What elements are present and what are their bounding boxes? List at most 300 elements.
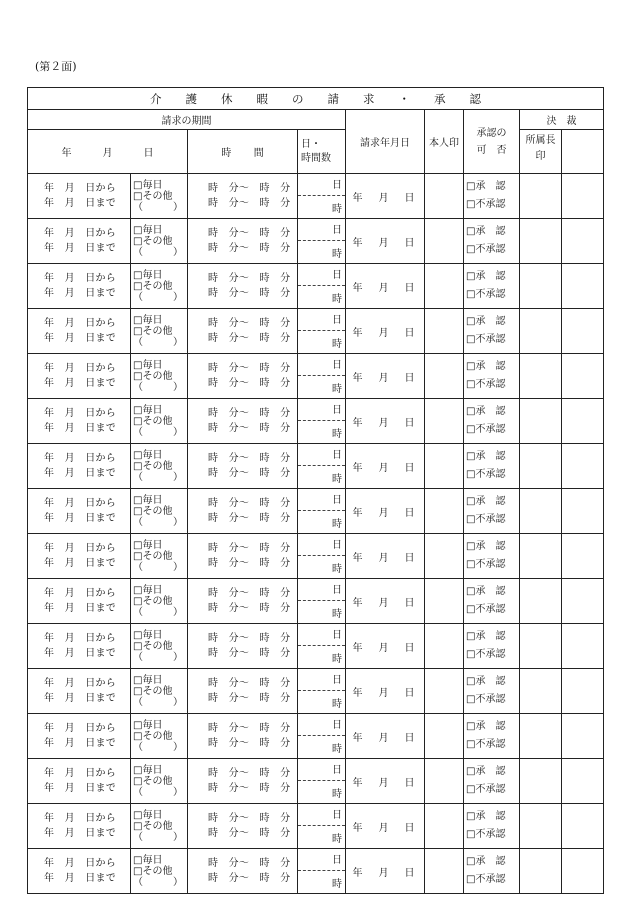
- daily-checkbox[interactable]: □毎日: [133, 179, 163, 191]
- chief-seal-cell[interactable]: [520, 624, 562, 669]
- disapprove-checkbox[interactable]: □不承認: [466, 289, 506, 300]
- time-range-cell[interactable]: [188, 399, 298, 444]
- approval-cell: [464, 309, 520, 354]
- other-checkbox[interactable]: □その他: [133, 640, 173, 652]
- days-hours-line1: 日・: [301, 138, 321, 150]
- chief-seal-cell[interactable]: [520, 534, 562, 579]
- time-range-cell[interactable]: [188, 804, 298, 849]
- other-checkbox[interactable]: □その他: [133, 730, 173, 742]
- hours-unit: 時: [332, 248, 342, 260]
- date-range-cell[interactable]: [28, 264, 131, 309]
- table-row: [28, 309, 604, 354]
- month-label: 月: [102, 148, 113, 159]
- date-from: 年 月 日から: [44, 363, 117, 374]
- date-to: 年 月 日まで: [44, 693, 117, 704]
- approve-checkbox[interactable]: □承 認: [466, 271, 506, 282]
- date-from: 年 月 日から: [44, 273, 117, 284]
- daily-checkbox[interactable]: □毎日: [133, 269, 163, 281]
- approval-header-line2: 可 否: [476, 144, 507, 156]
- disapprove-checkbox[interactable]: □不承認: [466, 604, 506, 615]
- days-unit: 日: [298, 400, 345, 421]
- other-detail[interactable]: （ ）: [133, 381, 183, 393]
- disapprove-checkbox[interactable]: □不承認: [466, 559, 506, 570]
- time-range-cell[interactable]: [188, 354, 298, 399]
- daily-checkbox[interactable]: □毎日: [133, 404, 163, 416]
- table-row: [28, 399, 604, 444]
- decision-blank-cell[interactable]: [562, 579, 604, 624]
- request-date-cell[interactable]: 年 月 日: [346, 219, 425, 264]
- time-from-to: 時 分～ 時 分: [208, 453, 291, 464]
- title-char: 休: [221, 91, 233, 106]
- days-hours-cell[interactable]: [298, 354, 346, 399]
- date-range-cell[interactable]: [28, 579, 131, 624]
- approval-cell: [464, 489, 520, 534]
- request-date-cell[interactable]: 年 月 日: [346, 534, 425, 579]
- approval-cell: [464, 804, 520, 849]
- date-to: 年 月 日まで: [44, 783, 117, 794]
- chief-seal-cell[interactable]: [520, 714, 562, 759]
- date-from: 年 月 日から: [44, 813, 117, 824]
- disapprove-checkbox[interactable]: □不承認: [466, 694, 506, 705]
- approval-cell: [464, 264, 520, 309]
- disapprove-checkbox[interactable]: □不承認: [466, 739, 506, 750]
- time-from-to: 時 分～ 時 分: [208, 858, 291, 869]
- other-detail[interactable]: （ ）: [133, 516, 183, 528]
- other-checkbox[interactable]: □その他: [133, 505, 173, 517]
- days-hours-cell[interactable]: [298, 534, 346, 579]
- date-to: 年 月 日まで: [44, 873, 117, 884]
- other-detail[interactable]: （ ）: [133, 606, 183, 618]
- chief-seal-cell[interactable]: [520, 579, 562, 624]
- daily-checkbox[interactable]: □毎日: [133, 629, 163, 641]
- days-unit: 日: [298, 535, 345, 556]
- seal-cell[interactable]: [425, 444, 464, 489]
- other-detail[interactable]: （ ）: [133, 336, 183, 348]
- time-from-to: 時 分～ 時 分: [208, 678, 291, 689]
- time-range-cell[interactable]: [188, 714, 298, 759]
- daily-checkbox[interactable]: □毎日: [133, 539, 163, 551]
- disapprove-checkbox[interactable]: □不承認: [466, 649, 506, 660]
- date-range-cell[interactable]: [28, 534, 131, 579]
- other-detail[interactable]: （ ）: [133, 831, 183, 843]
- daily-checkbox[interactable]: □毎日: [133, 809, 163, 821]
- approve-checkbox[interactable]: □承 認: [466, 856, 506, 867]
- frequency-cell: [131, 174, 188, 219]
- decision-blank-cell[interactable]: [562, 669, 604, 714]
- days-hours-cell[interactable]: [298, 174, 346, 219]
- chief-seal-cell[interactable]: [520, 309, 562, 354]
- frequency-cell: [131, 849, 188, 894]
- date-range-cell[interactable]: [28, 444, 131, 489]
- seal-cell[interactable]: [425, 174, 464, 219]
- chief-seal-cell[interactable]: [520, 444, 562, 489]
- frequency-cell: [131, 309, 188, 354]
- days-hours-cell[interactable]: [298, 579, 346, 624]
- time-from-to: 時 分～ 時 分: [208, 288, 291, 299]
- time-from-to: 時 分～ 時 分: [208, 468, 291, 479]
- time-range-cell[interactable]: [188, 219, 298, 264]
- decision-blank-cell[interactable]: [562, 264, 604, 309]
- hours-unit: 時: [332, 428, 342, 440]
- approval-cell: [464, 174, 520, 219]
- seal-cell[interactable]: [425, 219, 464, 264]
- day-label: 日: [143, 148, 154, 159]
- date-range-cell[interactable]: [28, 849, 131, 894]
- days-hours-cell[interactable]: [298, 669, 346, 714]
- decision-blank-cell[interactable]: [562, 354, 604, 399]
- seal-cell[interactable]: [425, 849, 464, 894]
- date-range-cell[interactable]: [28, 219, 131, 264]
- date-range-cell[interactable]: [28, 669, 131, 714]
- days-hours-header: [298, 130, 346, 174]
- time-range-cell[interactable]: [188, 309, 298, 354]
- time-range-cell[interactable]: [188, 849, 298, 894]
- frequency-cell: [131, 399, 188, 444]
- other-detail[interactable]: （ ）: [133, 426, 183, 438]
- seal-cell[interactable]: [425, 264, 464, 309]
- approve-checkbox[interactable]: □承 認: [466, 361, 506, 372]
- daily-checkbox[interactable]: □毎日: [133, 584, 163, 596]
- daily-checkbox[interactable]: □毎日: [133, 854, 163, 866]
- disapprove-checkbox[interactable]: □不承認: [466, 199, 506, 210]
- title-char: 暇: [256, 91, 269, 106]
- chief-seal-cell[interactable]: [520, 489, 562, 534]
- seal-cell[interactable]: [425, 669, 464, 714]
- chief-seal-cell[interactable]: [520, 669, 562, 714]
- approve-checkbox[interactable]: □承 認: [466, 676, 506, 687]
- approval-cell: [464, 624, 520, 669]
- time-range-cell[interactable]: [188, 264, 298, 309]
- time-from-to: 時 分～ 時 分: [208, 228, 291, 239]
- time-from-to: 時 分～ 時 分: [208, 633, 291, 644]
- period-header: 請求の期間: [28, 110, 346, 130]
- date-from: 年 月 日から: [44, 183, 117, 194]
- decision-blank-cell[interactable]: [562, 849, 604, 894]
- time-from-to: 時 分～ 時 分: [208, 333, 291, 344]
- approve-checkbox[interactable]: □承 認: [466, 496, 506, 507]
- other-checkbox[interactable]: □その他: [133, 685, 173, 697]
- time-from-to: 時 分～ 時 分: [208, 603, 291, 614]
- other-detail[interactable]: （ ）: [133, 696, 183, 708]
- date-range-cell[interactable]: [28, 759, 131, 804]
- decision-blank-cell[interactable]: [562, 534, 604, 579]
- time-from-to: 時 分～ 時 分: [208, 768, 291, 779]
- decision-blank-cell[interactable]: [562, 804, 604, 849]
- time-range-cell[interactable]: [188, 579, 298, 624]
- disapprove-checkbox[interactable]: □不承認: [466, 244, 506, 255]
- days-hours-cell[interactable]: [298, 804, 346, 849]
- approve-checkbox[interactable]: □承 認: [466, 316, 506, 327]
- request-date-cell[interactable]: 年 月 日: [346, 174, 425, 219]
- date-range-cell[interactable]: [28, 399, 131, 444]
- date-to: 年 月 日まで: [44, 828, 117, 839]
- table-row: [28, 759, 604, 804]
- title-char: ・: [398, 91, 411, 106]
- date-from: 年 月 日から: [44, 678, 117, 689]
- time-range-cell[interactable]: [188, 669, 298, 714]
- decision-blank-cell[interactable]: [562, 219, 604, 264]
- other-checkbox[interactable]: □その他: [133, 280, 173, 292]
- date-from: 年 月 日から: [44, 633, 117, 644]
- decision-header: 決 裁: [520, 110, 604, 130]
- time-column-header: [188, 130, 298, 174]
- date-column-header: [28, 130, 188, 174]
- request-date-cell[interactable]: 年 月 日: [346, 309, 425, 354]
- date-to: 年 月 日まで: [44, 468, 117, 479]
- other-checkbox[interactable]: □その他: [133, 325, 173, 337]
- other-detail[interactable]: （ ）: [133, 291, 183, 303]
- disapprove-checkbox[interactable]: □不承認: [466, 469, 506, 480]
- hours-unit: 時: [332, 878, 342, 890]
- approve-checkbox[interactable]: □承 認: [466, 406, 506, 417]
- days-hours-cell[interactable]: [298, 849, 346, 894]
- days-hours-cell[interactable]: [298, 759, 346, 804]
- date-range-cell[interactable]: [28, 804, 131, 849]
- request-date-cell[interactable]: 年 月 日: [346, 489, 425, 534]
- seal-cell[interactable]: [425, 759, 464, 804]
- days-hours-cell[interactable]: [298, 444, 346, 489]
- time-from-to: 時 分～ 時 分: [208, 873, 291, 884]
- time-range-cell[interactable]: [188, 534, 298, 579]
- table-row: [28, 669, 604, 714]
- other-checkbox[interactable]: □その他: [133, 865, 173, 877]
- approve-checkbox[interactable]: □承 認: [466, 721, 506, 732]
- disapprove-checkbox[interactable]: □不承認: [466, 874, 506, 885]
- request-date-cell[interactable]: 年 月 日: [346, 579, 425, 624]
- time-range-cell[interactable]: [188, 624, 298, 669]
- days-hours-line2: 時間数: [301, 152, 331, 164]
- seal-cell[interactable]: [425, 354, 464, 399]
- request-date-header: 請求年月日: [346, 110, 425, 174]
- approve-checkbox[interactable]: □承 認: [466, 541, 506, 552]
- date-range-cell[interactable]: [28, 174, 131, 219]
- disapprove-checkbox[interactable]: □不承認: [466, 784, 506, 795]
- approval-cell: [464, 399, 520, 444]
- daily-checkbox[interactable]: □毎日: [133, 719, 163, 731]
- request-date-cell[interactable]: 年 月 日: [346, 444, 425, 489]
- time-range-cell[interactable]: [188, 444, 298, 489]
- approve-checkbox[interactable]: □承 認: [466, 181, 506, 192]
- approval-header-line1: 承認の: [476, 127, 507, 139]
- date-range-cell[interactable]: [28, 309, 131, 354]
- seal-cell[interactable]: [425, 579, 464, 624]
- time-range-cell[interactable]: [188, 759, 298, 804]
- decision-blank-cell[interactable]: [562, 444, 604, 489]
- seal-cell[interactable]: [425, 624, 464, 669]
- days-hours-cell[interactable]: [298, 489, 346, 534]
- approval-cell: [464, 354, 520, 399]
- time-from-to: 時 分～ 時 分: [208, 498, 291, 509]
- request-date-cell[interactable]: 年 月 日: [346, 804, 425, 849]
- date-range-cell[interactable]: [28, 714, 131, 759]
- decision-blank-cell[interactable]: [562, 624, 604, 669]
- other-detail[interactable]: （ ）: [133, 876, 183, 888]
- form-title: [28, 88, 604, 110]
- date-range-cell[interactable]: [28, 354, 131, 399]
- time-from-to: 時 分～ 時 分: [208, 813, 291, 824]
- daily-checkbox[interactable]: □毎日: [133, 359, 163, 371]
- other-checkbox[interactable]: □その他: [133, 235, 173, 247]
- frequency-cell: [131, 534, 188, 579]
- decision-blank-cell[interactable]: [562, 489, 604, 534]
- days-hours-cell[interactable]: [298, 264, 346, 309]
- date-from: 年 月 日から: [44, 498, 117, 509]
- table-row: [28, 489, 604, 534]
- chief-seal-cell[interactable]: [520, 264, 562, 309]
- request-date-cell[interactable]: 年 月 日: [346, 624, 425, 669]
- chief-seal-cell[interactable]: [520, 354, 562, 399]
- request-date-cell[interactable]: 年 月 日: [346, 669, 425, 714]
- days-hours-cell[interactable]: [298, 624, 346, 669]
- decision-blank-cell[interactable]: [562, 309, 604, 354]
- days-unit: 日: [298, 805, 345, 826]
- days-hours-cell[interactable]: [298, 309, 346, 354]
- date-from: 年 月 日から: [44, 588, 117, 599]
- title-char: の: [292, 91, 304, 106]
- days-unit: 日: [298, 850, 345, 871]
- chief-seal-cell[interactable]: [520, 174, 562, 219]
- frequency-cell: [131, 669, 188, 714]
- frequency-cell: [131, 219, 188, 264]
- disapprove-checkbox[interactable]: □不承認: [466, 424, 506, 435]
- time-from-to: 時 分～ 時 分: [208, 408, 291, 419]
- days-hours-cell[interactable]: [298, 399, 346, 444]
- title-char: 介: [150, 91, 162, 106]
- date-from: 年 月 日から: [44, 543, 117, 554]
- page-number: (第２面): [35, 60, 77, 73]
- approve-checkbox[interactable]: □承 認: [466, 226, 506, 237]
- decision-blank-cell[interactable]: [562, 714, 604, 759]
- other-checkbox[interactable]: □その他: [133, 415, 173, 427]
- frequency-cell: [131, 264, 188, 309]
- title-char: 請: [327, 91, 340, 106]
- other-detail[interactable]: （ ）: [133, 201, 183, 213]
- decision-blank-cell[interactable]: [562, 399, 604, 444]
- daily-checkbox[interactable]: □毎日: [133, 494, 163, 506]
- approve-checkbox[interactable]: □承 認: [466, 811, 506, 822]
- time-from-to: 時 分～ 時 分: [208, 783, 291, 794]
- request-date-cell[interactable]: 年 月 日: [346, 849, 425, 894]
- chief-seal-cell[interactable]: [520, 399, 562, 444]
- days-hours-cell[interactable]: [298, 219, 346, 264]
- date-to: 年 月 日まで: [44, 198, 117, 209]
- date-to: 年 月 日まで: [44, 423, 117, 434]
- approval-cell: [464, 849, 520, 894]
- daily-checkbox[interactable]: □毎日: [133, 314, 163, 326]
- daily-checkbox[interactable]: □毎日: [133, 224, 163, 236]
- hours-unit: 時: [332, 518, 342, 530]
- chief-seal-cell[interactable]: [520, 219, 562, 264]
- approve-checkbox[interactable]: □承 認: [466, 586, 506, 597]
- date-from: 年 月 日から: [44, 408, 117, 419]
- frequency-cell: [131, 624, 188, 669]
- approval-cell: [464, 579, 520, 624]
- disapprove-checkbox[interactable]: □不承認: [466, 514, 506, 525]
- disapprove-checkbox[interactable]: □不承認: [466, 829, 506, 840]
- table-row: [28, 579, 604, 624]
- chief-seal-cell[interactable]: [520, 759, 562, 804]
- other-checkbox[interactable]: □その他: [133, 595, 173, 607]
- date-range-cell[interactable]: [28, 489, 131, 534]
- other-detail[interactable]: （ ）: [133, 471, 183, 483]
- hours-unit: 時: [332, 563, 342, 575]
- frequency-cell: [131, 354, 188, 399]
- time-range-cell[interactable]: [188, 174, 298, 219]
- other-detail[interactable]: （ ）: [133, 741, 183, 753]
- request-date-cell[interactable]: 年 月 日: [346, 759, 425, 804]
- other-checkbox[interactable]: □その他: [133, 370, 173, 382]
- other-checkbox[interactable]: □その他: [133, 550, 173, 562]
- request-date-cell[interactable]: 年 月 日: [346, 399, 425, 444]
- hours-unit: 時: [332, 608, 342, 620]
- decision-blank-cell[interactable]: [562, 759, 604, 804]
- seal-cell[interactable]: [425, 309, 464, 354]
- disapprove-checkbox[interactable]: □不承認: [466, 334, 506, 345]
- disapprove-checkbox[interactable]: □不承認: [466, 379, 506, 390]
- chief-seal-cell[interactable]: [520, 849, 562, 894]
- approve-checkbox[interactable]: □承 認: [466, 766, 506, 777]
- title-char: 認: [469, 91, 482, 106]
- seal-cell[interactable]: [425, 534, 464, 579]
- request-date-cell[interactable]: 年 月 日: [346, 714, 425, 759]
- other-detail[interactable]: （ ）: [133, 786, 183, 798]
- other-checkbox[interactable]: □その他: [133, 190, 173, 202]
- date-to: 年 月 日まで: [44, 378, 117, 389]
- time-range-cell[interactable]: [188, 489, 298, 534]
- other-detail[interactable]: （ ）: [133, 561, 183, 573]
- seal-cell[interactable]: [425, 399, 464, 444]
- approve-checkbox[interactable]: □承 認: [466, 631, 506, 642]
- days-unit: 日: [298, 445, 345, 466]
- daily-checkbox[interactable]: □毎日: [133, 764, 163, 776]
- table-row: [28, 534, 604, 579]
- other-checkbox[interactable]: □その他: [133, 775, 173, 787]
- frequency-cell: [131, 444, 188, 489]
- chief-seal-cell[interactable]: [520, 804, 562, 849]
- seal-cell[interactable]: [425, 714, 464, 759]
- date-to: 年 月 日まで: [44, 288, 117, 299]
- seal-cell[interactable]: [425, 804, 464, 849]
- seal-cell[interactable]: [425, 489, 464, 534]
- hours-unit: 時: [332, 743, 342, 755]
- table-row: [28, 804, 604, 849]
- hours-unit: 時: [332, 788, 342, 800]
- days-hours-cell[interactable]: [298, 714, 346, 759]
- table-row: [28, 354, 604, 399]
- table-row: [28, 264, 604, 309]
- days-unit: 日: [298, 355, 345, 376]
- days-unit: 日: [298, 490, 345, 511]
- interval-label: 間: [253, 148, 264, 159]
- approval-cell: [464, 219, 520, 264]
- hours-unit: 時: [332, 383, 342, 395]
- other-checkbox[interactable]: □その他: [133, 820, 173, 832]
- days-unit: 日: [298, 670, 345, 691]
- other-detail[interactable]: （ ）: [133, 246, 183, 258]
- date-to: 年 月 日まで: [44, 513, 117, 524]
- request-date-cell[interactable]: 年 月 日: [346, 264, 425, 309]
- other-detail[interactable]: （ ）: [133, 651, 183, 663]
- approve-checkbox[interactable]: □承 認: [466, 451, 506, 462]
- decision-blank-cell[interactable]: [562, 174, 604, 219]
- approval-header: [464, 110, 520, 174]
- daily-checkbox[interactable]: □毎日: [133, 674, 163, 686]
- date-range-cell[interactable]: [28, 624, 131, 669]
- request-date-cell[interactable]: 年 月 日: [346, 354, 425, 399]
- other-checkbox[interactable]: □その他: [133, 460, 173, 472]
- daily-checkbox[interactable]: □毎日: [133, 449, 163, 461]
- date-from: 年 月 日から: [44, 768, 117, 779]
